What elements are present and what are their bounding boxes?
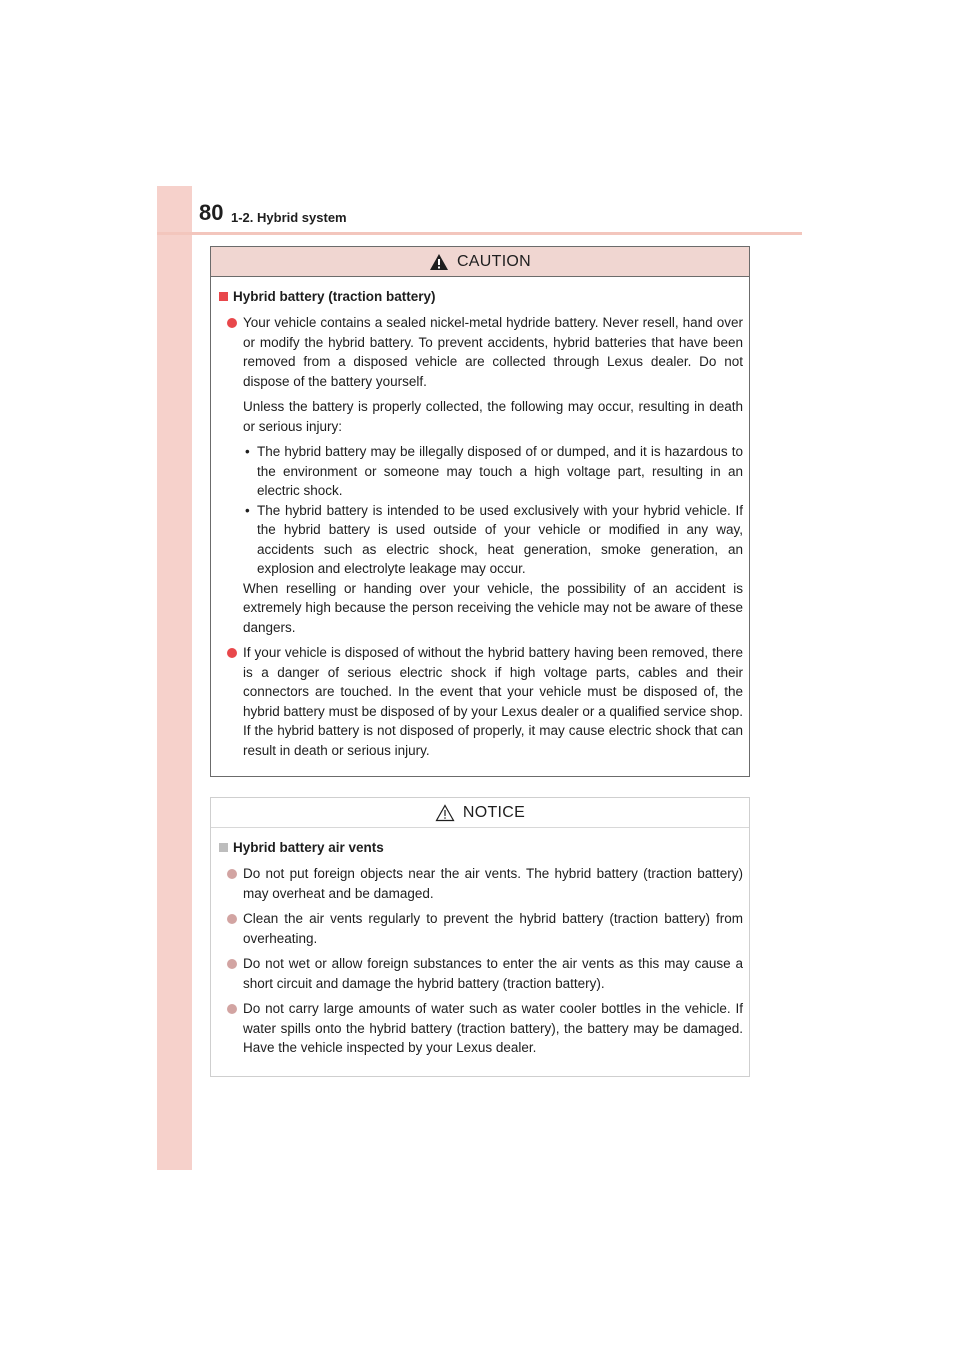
caution-bullet — [219, 643, 743, 760]
caution-bullet-text: Your vehicle contains a sealed nickel-metal hydride battery. Never resell, hand over or modify the hybrid battery. To prevent accidents, hybrid batteries that have been removed from a disposed vehicle are collected through Lexus dealer. Do not dispose of the battery yourself. — [243, 315, 743, 389]
notice-body — [211, 828, 749, 1058]
caution-heading-text: Hybrid battery (traction battery) — [233, 289, 436, 304]
caution-sub-item — [219, 501, 743, 579]
circle-bullet-icon — [227, 648, 237, 658]
caution-box — [210, 246, 750, 777]
notice-bullet — [219, 864, 743, 903]
caution-bullet-text: If your vehicle is disposed of without the hybrid battery having been removed, there is a danger of serious electric shock if high voltage parts, cables and their connectors are touched. In the event that your vehicle must be disposed of, the hybrid battery must be disposed of by your Lexus dealer or a qualified service shop. If the hybrid battery is not disposed of properly, it may cause electric shock that can result in death or serious injury. — [243, 645, 743, 758]
square-bullet-icon — [219, 843, 228, 852]
page-header — [157, 186, 802, 234]
caution-sub-item — [219, 442, 743, 501]
notice-header — [211, 798, 749, 828]
circle-bullet-icon — [227, 914, 237, 924]
page-number: 80 — [199, 200, 224, 225]
notice-bullet — [219, 909, 743, 948]
notice-bullet-text: Do not carry large amounts of water such as water cooler bottles in the vehicle. If water spills onto the hybrid battery (traction battery), the battery may be damaged. Have the vehicle inspected by your Lexus dealer. — [243, 1001, 743, 1055]
notice-bullet-text: Clean the air vents regularly to prevent the hybrid battery (traction battery) from overheating. — [243, 911, 743, 946]
caution-bullet — [219, 313, 743, 391]
caution-sub-item-text: The hybrid battery may be illegally disposed of or dumped, and it is hazardous to the environment or someone may touch a high voltage part, resulting in an electric shock. — [257, 444, 743, 498]
caution-subheading — [219, 289, 743, 304]
dot-bullet-icon: • — [245, 444, 250, 459]
section-title: 1-2. Hybrid system — [231, 210, 347, 225]
notice-bullet-text: Do not put foreign objects near the air vents. The hybrid battery (traction battery) may overheat and be damaged. — [243, 866, 743, 901]
caution-title: CAUTION — [456, 252, 532, 270]
notice-subheading — [219, 840, 743, 855]
circle-bullet-icon — [227, 1004, 237, 1014]
notice-bullet — [219, 954, 743, 993]
warning-triangle-outline-icon — [435, 804, 455, 822]
caution-paragraph: Unless the battery is properly collected, the following may occur, resulting in death or serious injury: — [243, 399, 743, 434]
caution-sub-item-text: The hybrid battery is intended to be used exclusively with your hybrid vehicle. If the hybrid battery is used outside of your vehicle or modified in any way, accidents such as electric shock, heat generation, smoke generation, an explosion and electrolyte leakage may occur. — [257, 502, 743, 576]
chapter-sidebar — [157, 186, 192, 1170]
notice-heading-text: Hybrid battery air vents — [233, 840, 384, 855]
dot-bullet-icon: • — [245, 502, 250, 518]
notice-box — [210, 797, 750, 1077]
caution-body — [211, 277, 749, 760]
warning-triangle-icon — [429, 253, 449, 271]
caution-header — [211, 247, 749, 277]
square-bullet-icon — [219, 292, 228, 301]
header-divider — [157, 232, 802, 235]
caution-paragraph: When reselling or handing over your vehicle, the possibility of an accident is extremely high because the person receiving the vehicle may not be aware of these dangers. — [243, 580, 743, 635]
circle-bullet-icon — [227, 318, 237, 328]
notice-title: NOTICE — [462, 803, 526, 821]
notice-bullet-text: Do not wet or allow foreign substances to enter the air vents as this may cause a short circuit and damage the hybrid battery (traction battery). — [243, 956, 743, 991]
notice-bullet — [219, 999, 743, 1058]
circle-bullet-icon — [227, 869, 237, 879]
circle-bullet-icon — [227, 959, 237, 969]
